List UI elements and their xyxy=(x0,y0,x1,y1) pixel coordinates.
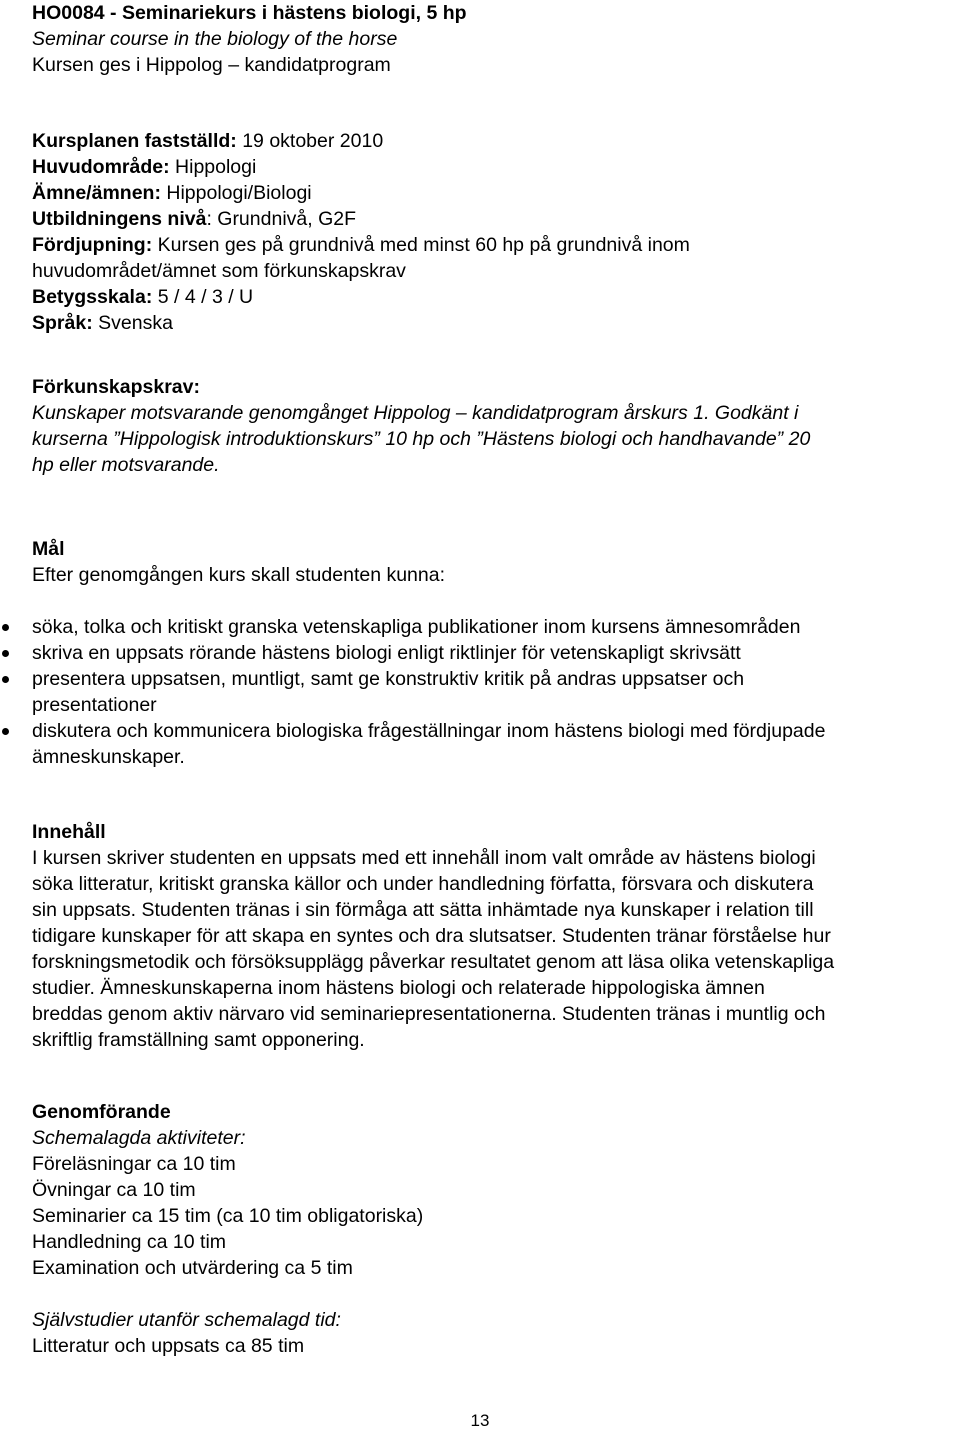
course-header xyxy=(32,0,952,78)
spacer xyxy=(32,1281,952,1307)
goal-item-text: söka, tolka och kritiskt granska vetenskapliga publikationer inom kursens ämnesområden xyxy=(32,616,801,638)
course-code-title: HO0084 - Seminariekurs i hästens biologi, 5 hp xyxy=(32,2,467,24)
goal-item xyxy=(32,640,952,666)
content-line: breddas genom aktiv närvaro vid seminariepresentationerna. Studenten tränas i muntlig och xyxy=(32,1003,826,1025)
goals-intro: Efter genomgången kurs skall studenten kunna: xyxy=(32,564,446,586)
scheduled-item: Föreläsningar ca 10 tim xyxy=(32,1153,236,1175)
goal-item xyxy=(32,614,952,640)
meta-niva-value: : Grundnivå, G2F xyxy=(206,208,357,230)
meta-amne xyxy=(32,180,952,206)
meta-niva xyxy=(32,206,952,232)
meta-amne-label: Ämne/ämnen: xyxy=(32,182,161,204)
goal-item-text: presentera uppsatsen, muntligt, samt ge konstruktiv kritik på andras uppsatser och xyxy=(32,668,745,690)
meta-fordj xyxy=(32,232,952,258)
content-section xyxy=(32,819,952,1053)
course-meta xyxy=(32,128,952,336)
self-study-item: Litteratur och uppsats ca 85 tim xyxy=(32,1335,305,1357)
meta-betyg-label: Betygsskala: xyxy=(32,286,153,308)
goal-item xyxy=(32,718,952,770)
meta-huvud xyxy=(32,154,952,180)
goal-item-text: ämneskunskaper. xyxy=(32,746,185,768)
content-line: sin uppsats. Studenten tränas i sin förmåga att sätta inhämtade nya kunskaper i relation till xyxy=(32,899,814,921)
goal-item-text: diskutera och kommunicera biologiska frågeställningar inom hästens biologi med fördjupade xyxy=(32,720,826,742)
goal-item-text: presentationer xyxy=(32,694,157,716)
meta-fordj-cont: huvudområdet/ämnet som förkunskapskrav xyxy=(32,260,406,282)
scheduled-item: Övningar ca 10 tim xyxy=(32,1179,196,1201)
goal-item-text: skriva en uppsats rörande hästens biologi enligt riktlinjer för vetenskapligt skrivsätt xyxy=(32,642,741,664)
scheduled-list xyxy=(32,1151,952,1281)
implementation-heading: Genomförande xyxy=(32,1101,171,1123)
content-line: forskningsmetodik och försöksupplägg påverkar resultatet genom att läsa olika vetenskapliga xyxy=(32,951,835,973)
prerequisites-line: hp eller motsvarande. xyxy=(32,454,220,476)
content-line: studier. Ämneskunskaperna inom hästens biologi och relaterade hippologiska ämnen xyxy=(32,977,765,999)
content-heading: Innehåll xyxy=(32,821,106,843)
prerequisites-line: kurserna ”Hippologisk introduktionskurs” 10 hp och ”Hästens biologi och handhavande” 20 xyxy=(32,428,811,450)
content-line: I kursen skriver studenten en uppsats med ett innehåll inom valt område av hästens biologi xyxy=(32,847,816,869)
meta-betyg-value: 5 / 4 / 3 / U xyxy=(152,286,254,308)
goals-list xyxy=(32,614,952,770)
prerequisites-line: Kunskaper motsvarande genomgånget Hippolog – kandidatprogram årskurs 1. Godkänt i xyxy=(32,402,799,424)
meta-fastst xyxy=(32,128,952,154)
content-line: söka litteratur, kritiskt granska källor och under handledning författa, försvara och diskutera xyxy=(32,873,814,895)
meta-huvud-value: Hippologi xyxy=(169,156,257,178)
goals-section xyxy=(32,536,952,588)
self-study-label: Självstudier utanför schemalagd tid: xyxy=(32,1309,341,1331)
meta-sprak-value: Svenska xyxy=(92,312,173,334)
meta-sprak xyxy=(32,310,952,336)
course-program: Kursen ges i Hippolog – kandidatprogram xyxy=(32,54,391,76)
prerequisites-heading: Förkunskapskrav: xyxy=(32,376,200,398)
self-study-list xyxy=(32,1333,952,1359)
goals-heading: Mål xyxy=(32,538,65,560)
meta-fordj-value: Kursen ges på grundnivå med minst 60 hp på grundnivå inom xyxy=(152,234,690,256)
implementation-section xyxy=(32,1099,952,1359)
prerequisites-section xyxy=(32,374,952,478)
meta-fastst-label: Kursplanen fastställd: xyxy=(32,130,237,152)
meta-fastst-value: 19 oktober 2010 xyxy=(236,130,384,152)
meta-sprak-label: Språk: xyxy=(32,312,93,334)
content-body xyxy=(32,845,952,1053)
page-number: 13 xyxy=(470,1411,490,1430)
scheduled-item: Handledning ca 10 tim xyxy=(32,1231,227,1253)
meta-betyg xyxy=(32,284,952,310)
course-english-title: Seminar course in the biology of the horse xyxy=(32,28,398,50)
content-line: skriftlig framställning samt opponering. xyxy=(32,1029,365,1051)
scheduled-item: Examination och utvärdering ca 5 tim xyxy=(32,1257,353,1279)
scheduled-label: Schemalagda aktiviteter: xyxy=(32,1127,246,1149)
goal-item xyxy=(32,666,952,718)
meta-fordj-label: Fördjupning: xyxy=(32,234,153,256)
meta-huvud-label: Huvudområde: xyxy=(32,156,170,178)
content-line: tidigare kunskaper för att skapa en syntes och dra slutsatser. Studenten tränar förståelse hur xyxy=(32,925,831,947)
scheduled-item: Seminarier ca 15 tim (ca 10 tim obligatoriska) xyxy=(32,1205,424,1227)
meta-niva-label: Utbildningens nivå xyxy=(32,208,207,230)
meta-amne-value: Hippologi/Biologi xyxy=(160,182,312,204)
